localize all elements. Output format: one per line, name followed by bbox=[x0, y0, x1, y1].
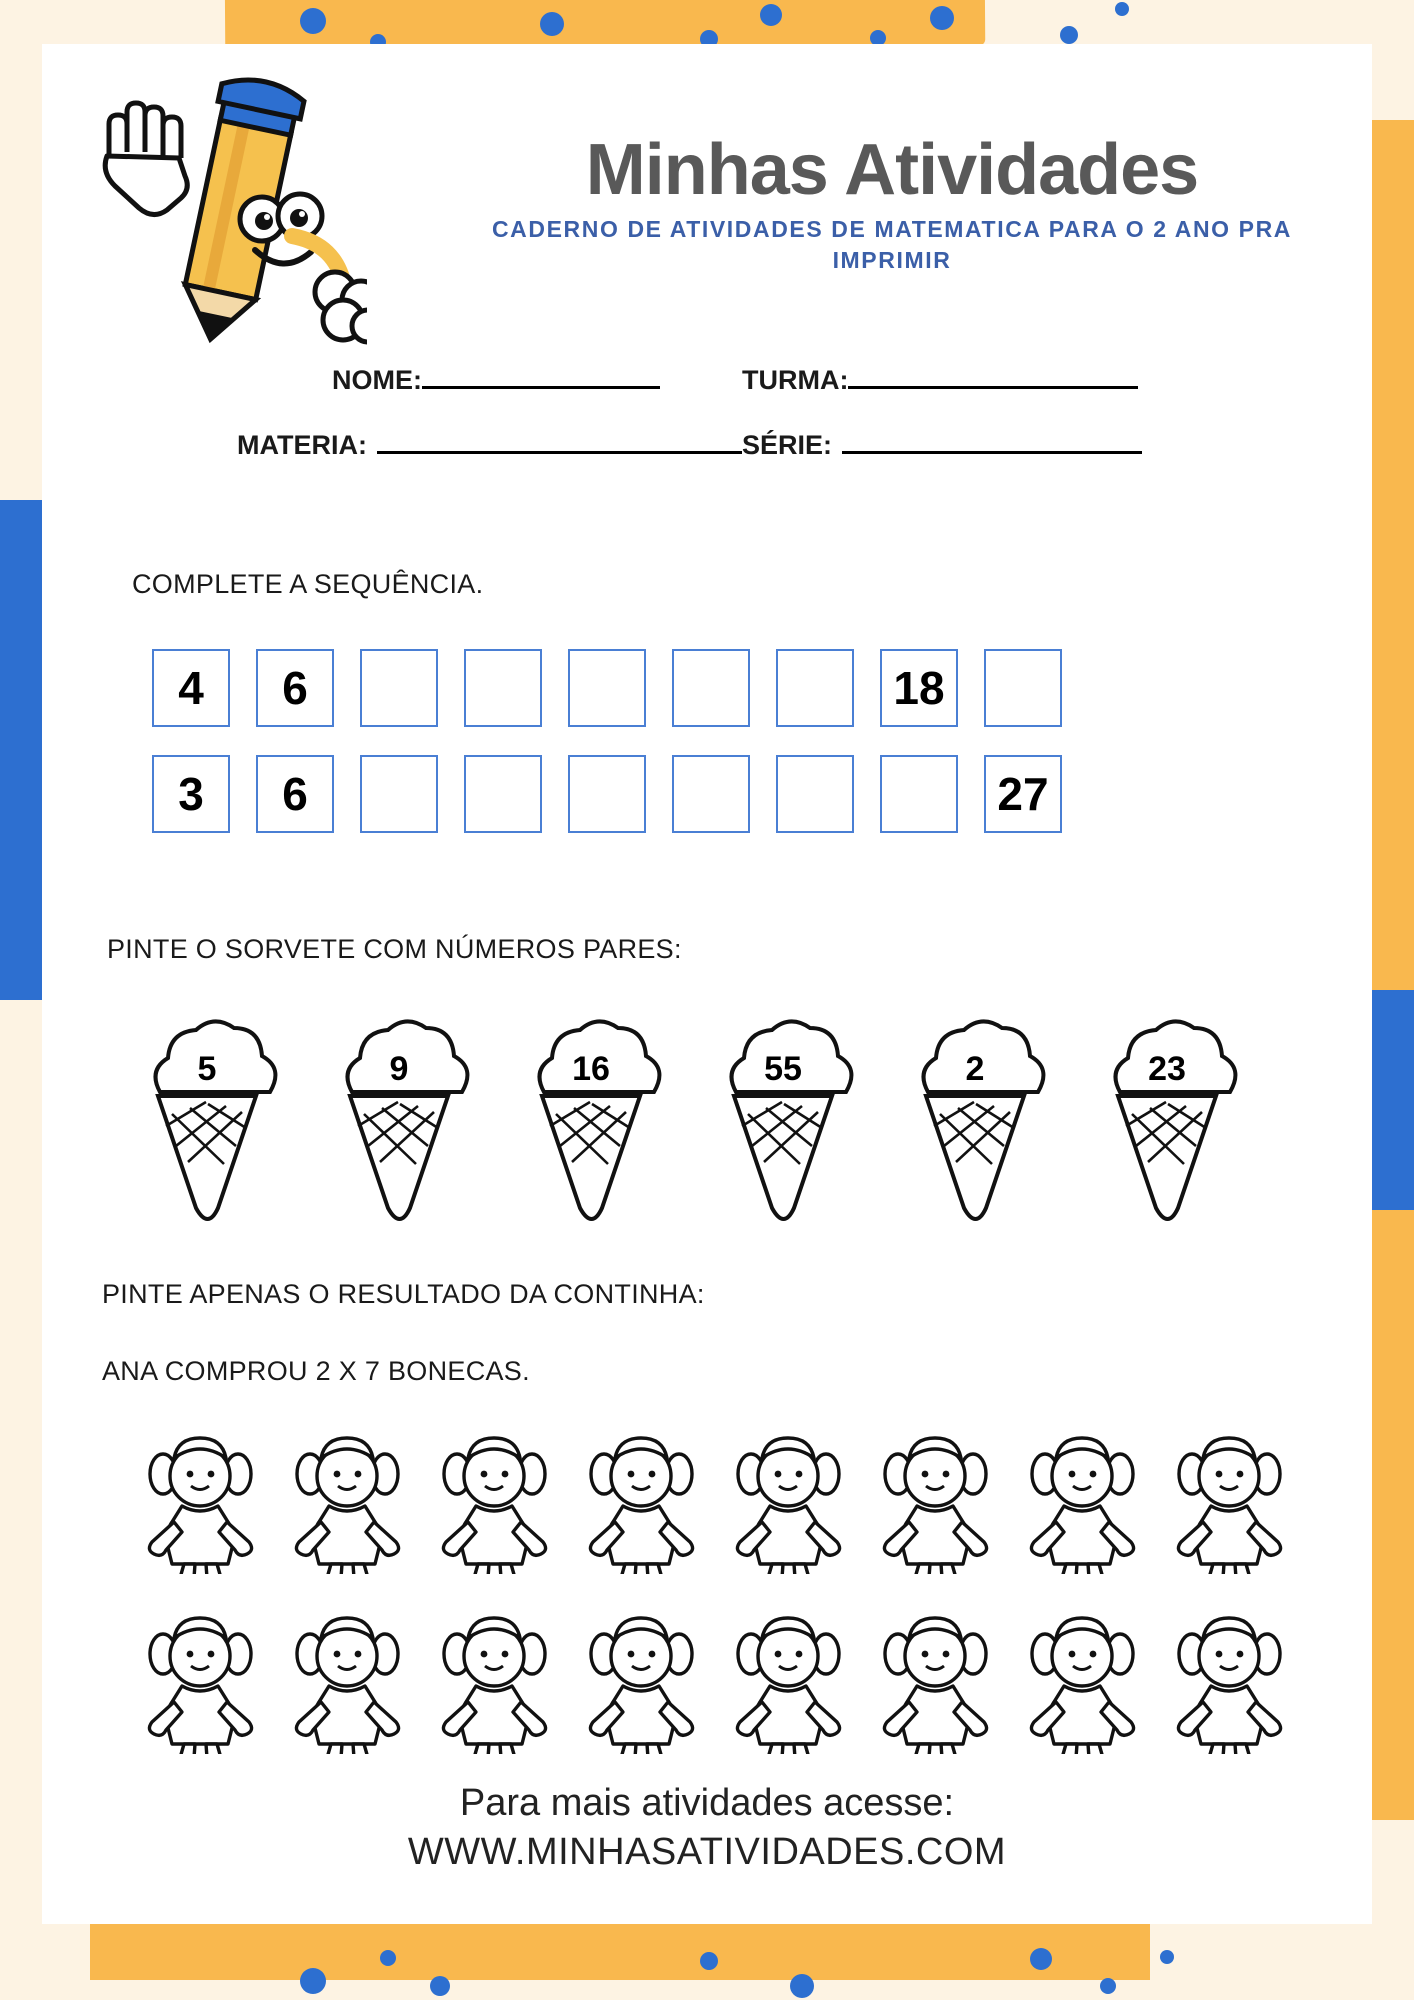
doll-icon[interactable] bbox=[862, 1614, 1009, 1754]
sequence-cell[interactable] bbox=[880, 755, 958, 833]
confetti-dot bbox=[700, 1952, 718, 1970]
doll-icon[interactable] bbox=[274, 1434, 421, 1574]
ice-cream-number: 9 bbox=[389, 1050, 409, 1088]
sequence-cell[interactable] bbox=[360, 649, 438, 727]
worksheet-sheet bbox=[42, 44, 1372, 1924]
exercise-3 bbox=[102, 1279, 705, 1387]
confetti-dot bbox=[380, 1950, 396, 1966]
confetti-dot bbox=[300, 1968, 326, 1994]
field-nome[interactable] bbox=[332, 364, 660, 396]
footer-website[interactable]: WWW.MINHASATIVIDADES.COM bbox=[407, 1831, 1007, 1873]
exercise-1 bbox=[132, 569, 483, 600]
confetti-dot bbox=[300, 8, 326, 34]
field-serie-label: SÉRIE: bbox=[742, 430, 833, 460]
confetti-dot bbox=[1115, 2, 1129, 16]
doll-icon[interactable] bbox=[274, 1614, 421, 1754]
ice-cream-number: 2 bbox=[965, 1050, 985, 1088]
page-title: Minhas Atividades bbox=[585, 130, 1199, 210]
confetti-dot bbox=[760, 4, 782, 26]
sequence-cell[interactable]: 27 bbox=[984, 755, 1062, 833]
field-materia-label: MATERIA: bbox=[237, 430, 367, 460]
sequence-cell[interactable] bbox=[672, 649, 750, 727]
sequence-cell[interactable] bbox=[568, 755, 646, 833]
sequence-cell[interactable] bbox=[776, 649, 854, 727]
ice-cream-icon bbox=[708, 1004, 858, 1234]
sequence-cell[interactable] bbox=[984, 649, 1062, 727]
orange-band-bottom bbox=[90, 1920, 1150, 1980]
confetti-dot bbox=[430, 1976, 450, 1996]
ice-cream-item[interactable] bbox=[132, 1004, 282, 1234]
ice-cream-number: 5 bbox=[197, 1050, 217, 1088]
worksheet-header bbox=[42, 44, 1372, 344]
ice-cream-group bbox=[132, 1004, 1242, 1234]
sequence-row bbox=[152, 649, 1062, 727]
footer-line-1: Para mais atividades acesse: bbox=[459, 1782, 955, 1824]
dolls-row bbox=[127, 1434, 1307, 1574]
field-materia-rule[interactable] bbox=[377, 429, 742, 454]
doll-icon[interactable] bbox=[127, 1614, 274, 1754]
sequence-cell[interactable]: 3 bbox=[152, 755, 230, 833]
ice-cream-item[interactable] bbox=[708, 1004, 858, 1234]
page-subtitle: CADERNO DE ATIVIDADES DE MATEMATICA PARA O 2 ANO PRA IMPRIMIR bbox=[491, 216, 1293, 274]
ice-cream-item[interactable] bbox=[516, 1004, 666, 1234]
doll-icon[interactable] bbox=[1156, 1614, 1303, 1754]
title-block bbox=[472, 130, 1312, 276]
ice-cream-item[interactable] bbox=[1092, 1004, 1242, 1234]
field-turma[interactable] bbox=[742, 364, 1138, 396]
field-serie-rule[interactable] bbox=[842, 429, 1142, 454]
confetti-dot bbox=[930, 6, 954, 30]
doll-icon[interactable] bbox=[127, 1434, 274, 1574]
doll-icon[interactable] bbox=[421, 1434, 568, 1574]
ice-cream-icon bbox=[516, 1004, 666, 1234]
student-fields bbox=[42, 364, 1372, 484]
ice-cream-item[interactable] bbox=[324, 1004, 474, 1234]
sequence-cell[interactable] bbox=[464, 755, 542, 833]
doll-icon[interactable] bbox=[1156, 1434, 1303, 1574]
ice-cream-number: 16 bbox=[572, 1050, 610, 1088]
sequence-cell[interactable]: 18 bbox=[880, 649, 958, 727]
exercise-1-instruction: COMPLETE A SEQUÊNCIA. bbox=[132, 569, 484, 599]
sequence-cell[interactable] bbox=[776, 755, 854, 833]
field-turma-rule[interactable] bbox=[848, 364, 1138, 389]
ice-cream-icon bbox=[324, 1004, 474, 1234]
footer bbox=[42, 1782, 1372, 1874]
ice-cream-icon bbox=[132, 1004, 282, 1234]
sequence-cell[interactable] bbox=[568, 649, 646, 727]
exercise-2-instruction: PINTE O SORVETE COM NÚMEROS PARES: bbox=[107, 934, 682, 964]
doll-icon[interactable] bbox=[1009, 1434, 1156, 1574]
doll-icon[interactable] bbox=[421, 1614, 568, 1754]
ice-cream-icon bbox=[1092, 1004, 1242, 1234]
confetti-dot bbox=[1160, 1950, 1174, 1964]
sequence-cell[interactable] bbox=[360, 755, 438, 833]
sequence-cell[interactable] bbox=[672, 755, 750, 833]
doll-icon[interactable] bbox=[715, 1434, 862, 1574]
sequence-cell[interactable]: 4 bbox=[152, 649, 230, 727]
field-nome-label: NOME: bbox=[332, 365, 422, 395]
field-materia[interactable] bbox=[237, 429, 742, 461]
field-serie[interactable] bbox=[742, 429, 1142, 461]
sequence-cell[interactable]: 6 bbox=[256, 755, 334, 833]
exercise-3-instruction: PINTE APENAS O RESULTADO DA CONTINHA: bbox=[102, 1279, 705, 1309]
exercise-2 bbox=[107, 934, 682, 965]
confetti-dot bbox=[1030, 1948, 1052, 1970]
dolls-row bbox=[127, 1614, 1307, 1754]
doll-icon[interactable] bbox=[715, 1614, 862, 1754]
pencil-mascot-icon bbox=[87, 64, 367, 354]
doll-icon[interactable] bbox=[862, 1434, 1009, 1574]
sequence-cell[interactable]: 6 bbox=[256, 649, 334, 727]
ice-cream-icon bbox=[900, 1004, 1050, 1234]
ice-cream-item[interactable] bbox=[900, 1004, 1050, 1234]
confetti-dot bbox=[540, 12, 564, 36]
exercise-3-statement: ANA COMPROU 2 X 7 BONECAS. bbox=[102, 1356, 530, 1386]
confetti-dot bbox=[1100, 1978, 1116, 1994]
field-nome-rule[interactable] bbox=[422, 364, 660, 389]
ice-cream-number: 55 bbox=[764, 1050, 802, 1088]
confetti-dot bbox=[790, 1974, 814, 1998]
sequence-row bbox=[152, 755, 1062, 833]
ice-cream-number: 23 bbox=[1148, 1050, 1186, 1088]
doll-icon[interactable] bbox=[568, 1434, 715, 1574]
sequence-cell[interactable] bbox=[464, 649, 542, 727]
doll-icon[interactable] bbox=[568, 1614, 715, 1754]
confetti-dot bbox=[1060, 26, 1078, 44]
doll-icon[interactable] bbox=[1009, 1614, 1156, 1754]
sequence-grid bbox=[152, 649, 1062, 833]
field-turma-label: TURMA: bbox=[742, 365, 849, 395]
